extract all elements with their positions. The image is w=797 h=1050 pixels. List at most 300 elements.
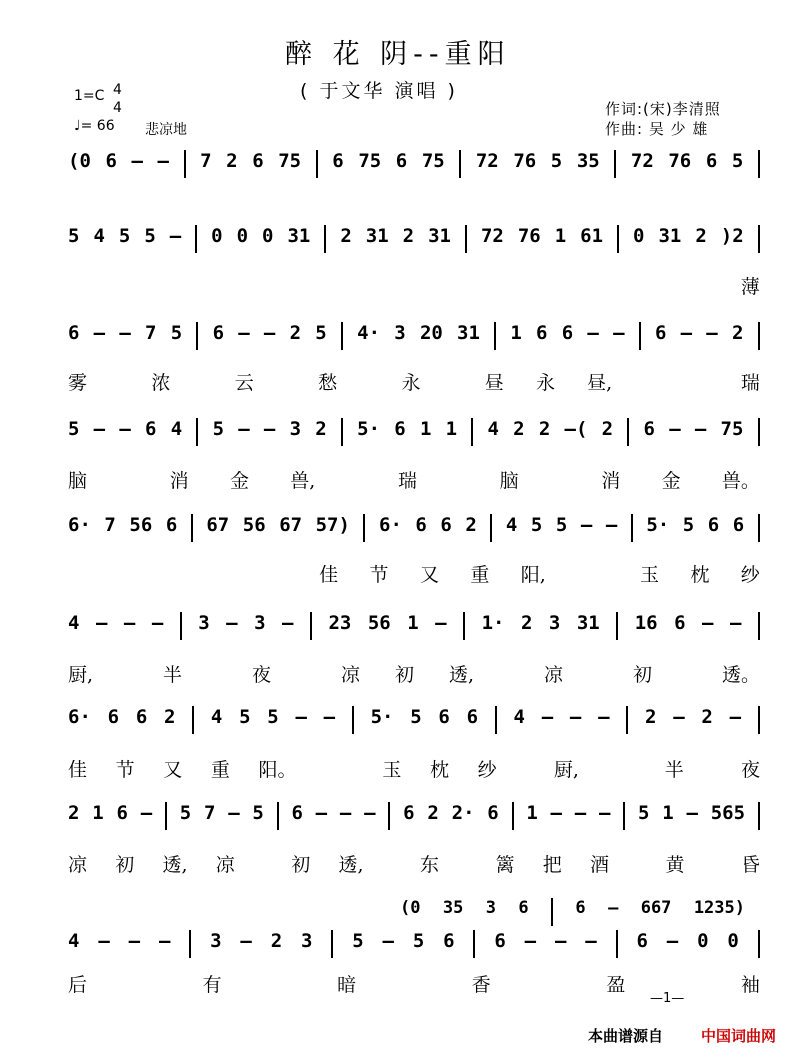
lyric-syllable: 瑞 (397, 470, 417, 492)
lyric-syllable: 凉 (215, 854, 235, 876)
note: – (238, 322, 250, 344)
notation-line-8 (68, 802, 760, 830)
note: – (93, 418, 106, 440)
note: 2 (164, 706, 176, 728)
note: 4 (93, 225, 105, 247)
lyric-syllable: 纱 (477, 759, 497, 781)
barline (639, 322, 641, 350)
lyric-syllable: 消 (601, 470, 621, 492)
barline (626, 706, 628, 734)
barline (758, 150, 760, 178)
note: 1 (662, 802, 674, 824)
lyric-syllable: 节 (115, 759, 135, 781)
note: 2 (402, 225, 415, 247)
barline (758, 322, 760, 350)
note: 5 (412, 930, 425, 952)
lyrics-line-5 (68, 560, 760, 587)
note: )2 (720, 225, 744, 247)
note: 20 (419, 322, 443, 344)
note: 6 (443, 930, 455, 952)
site-name: 中国词曲网 (701, 1027, 777, 1045)
notation-line-1 (68, 150, 760, 178)
lyric-syllable: 初 (394, 664, 414, 686)
note: 2 (68, 802, 80, 824)
note: 1· (481, 612, 505, 634)
note: 67 (206, 514, 230, 536)
note: 5 (118, 225, 131, 247)
note: – (574, 802, 587, 824)
note: 72 (480, 225, 504, 247)
note: 75 (278, 150, 302, 172)
barline (459, 150, 461, 178)
note: 2 (315, 418, 327, 440)
note: 5 (410, 706, 422, 728)
lyric-syllable: 盈 (606, 974, 626, 996)
note: – (95, 612, 108, 634)
mood-marking: 悲凉地 (145, 122, 187, 138)
note: 4 (487, 418, 499, 440)
lyric-syllable: 兽, (290, 470, 316, 492)
lyric-syllable: 厨, (68, 664, 94, 686)
lyric-syllable: 瑞 (740, 372, 760, 394)
note: 2 (340, 225, 352, 247)
note: 1 (419, 418, 432, 440)
lyric-syllable: 把 (542, 854, 562, 876)
note: 7 (200, 150, 212, 172)
note: – (339, 802, 352, 824)
note: 4 (513, 706, 525, 728)
composer-credit: 作曲: 吴 少 雄 (605, 120, 709, 138)
note: – (119, 418, 131, 440)
note: 7 (104, 514, 116, 536)
lyric-syllable: 佳 (68, 759, 88, 781)
lyrics-line-3 (68, 368, 760, 395)
note: – (240, 930, 252, 952)
note: 5 (550, 150, 563, 172)
note: – (680, 322, 693, 344)
note: – (694, 418, 707, 440)
note: 56 (367, 612, 391, 634)
tempo-marking: ♩= 66 (74, 118, 115, 134)
barline (494, 322, 496, 350)
note: 16 (634, 612, 658, 634)
note: 2 (538, 418, 551, 440)
lyric-syllable: 浓 (151, 372, 171, 394)
notation-line-7 (68, 706, 760, 734)
lyric-syllable: 金 (661, 470, 681, 492)
barline (324, 225, 326, 253)
lyrics-line-6 (68, 660, 760, 687)
note: 1 (92, 802, 104, 824)
note: 4 (170, 418, 183, 440)
note: 5· (646, 514, 670, 536)
note: 6 (440, 514, 452, 536)
lyric-syllable: 厨, (553, 759, 579, 781)
barline (465, 225, 467, 253)
note: 5 (555, 514, 568, 536)
note: 31 (457, 322, 480, 344)
lyric-syllable: 凉 (340, 664, 360, 686)
note: 3 (254, 612, 266, 634)
barline (614, 150, 616, 178)
note: 6 (643, 418, 655, 440)
note: – (580, 514, 593, 536)
note: 1 (526, 802, 538, 824)
note: – (729, 612, 742, 634)
notation-line-5 (68, 514, 760, 542)
barline (331, 930, 333, 958)
note: – (569, 706, 582, 728)
note: 5 (252, 802, 264, 824)
note: 56 (242, 514, 266, 536)
note: 5 (239, 706, 251, 728)
lyric-syllable: 初 (632, 664, 652, 686)
note: 72 (630, 150, 654, 172)
note: 4 (68, 930, 80, 952)
lyric-syllable: 重 (210, 759, 230, 781)
barline (352, 706, 354, 734)
lyric-syllable: 枕 (690, 564, 710, 586)
note: – (169, 225, 182, 247)
note: 4 (505, 514, 518, 536)
barline (316, 150, 318, 178)
note: 6 (291, 802, 303, 824)
lyric-syllable: 薄 (740, 276, 760, 298)
barline (631, 514, 633, 542)
note: 3 (301, 930, 313, 952)
note: 6 (518, 898, 529, 918)
note: 6 (466, 706, 479, 728)
barline (463, 612, 465, 640)
lyric-syllable: 透, (448, 664, 475, 686)
barline (184, 150, 186, 178)
note: 1 (407, 612, 419, 634)
note: – (605, 514, 618, 536)
note: 2 (270, 930, 283, 952)
note: 75 (720, 418, 744, 440)
barline (616, 612, 618, 640)
notation-line-4 (68, 418, 760, 446)
lyric-syllable: 愁 (318, 372, 338, 394)
note: 6 (438, 706, 450, 728)
note: 2 (601, 418, 614, 440)
note: – (315, 802, 328, 824)
note: – (541, 706, 554, 728)
note: 1 (554, 225, 567, 247)
lyric-syllable: 永 (535, 372, 555, 394)
note: 7 (145, 322, 157, 344)
lyric-syllable: 枕 (429, 759, 449, 781)
note: 6 (395, 150, 408, 172)
lyric-syllable: 玉 (382, 759, 402, 781)
lyric-syllable: 初 (115, 854, 135, 876)
note: 5· (370, 706, 394, 728)
note: 5 (179, 802, 192, 824)
note: 3 (210, 930, 222, 952)
note: – (158, 930, 171, 952)
note: 0 (262, 225, 274, 247)
note: – (706, 322, 718, 344)
barline (473, 930, 475, 958)
lyric-syllable: 阳。 (258, 759, 297, 781)
note: 5 (530, 514, 543, 536)
barline (495, 706, 497, 734)
lyric-syllable: 纱 (740, 564, 760, 586)
note: – (226, 612, 238, 634)
note: – (608, 898, 619, 918)
note: 76 (668, 150, 692, 172)
note: 3 (289, 418, 302, 440)
barline (191, 514, 193, 542)
note: 6 (165, 514, 178, 536)
note: – (323, 706, 336, 728)
note: 31 (658, 225, 682, 247)
note: – (550, 802, 562, 824)
note: 6 (415, 514, 427, 536)
note: (0 (68, 150, 91, 172)
barline (196, 322, 198, 350)
barline (471, 418, 473, 446)
note: – (295, 706, 307, 728)
lyric-syllable: 篱 (495, 854, 515, 876)
note: 6 (707, 514, 720, 536)
notation-line-10 (400, 898, 745, 926)
note: 6 (575, 898, 586, 918)
barline (388, 802, 390, 830)
note: 6 (403, 802, 415, 824)
barline (758, 802, 760, 830)
note: 2 (226, 150, 238, 172)
lyric-syllable: 凉 (544, 664, 564, 686)
note: 35 (442, 898, 464, 918)
note: (0 (400, 898, 421, 918)
notation-line-6 (68, 612, 760, 640)
note: 565 (710, 802, 746, 824)
note: 23 (328, 612, 352, 634)
lyric-syllable: 有 (202, 974, 222, 996)
lyric-syllable: 脑 (499, 470, 519, 492)
note: 76 (513, 150, 537, 172)
barline (617, 225, 619, 253)
lyric-syllable: 后 (68, 974, 88, 996)
note: 1 (510, 322, 522, 344)
lyric-syllable: 节 (369, 564, 389, 586)
lyric-syllable: 东 (420, 854, 440, 876)
barline (180, 612, 182, 640)
note: 6 (732, 514, 745, 536)
note: 6 (561, 322, 574, 344)
note: 6 (705, 150, 718, 172)
note: – (282, 612, 294, 634)
note: 0 (727, 930, 739, 952)
note: – (140, 802, 153, 824)
lyric-syllable: 佳 (319, 564, 339, 586)
source-label: 本曲谱源自 (588, 1027, 664, 1045)
note: – (131, 150, 143, 172)
lyric-syllable: 半 (163, 664, 183, 686)
lyricist-credit: 作词:(宋)李清照 (605, 100, 721, 118)
barline (758, 418, 760, 446)
lyric-syllable: 金 (229, 470, 249, 492)
note: – (435, 612, 447, 634)
note: 6 (116, 802, 128, 824)
note: – (119, 322, 131, 344)
lyric-syllable: 半 (664, 759, 684, 781)
note: 61 (580, 225, 604, 247)
note: 75 (358, 150, 382, 172)
note: – (151, 612, 164, 634)
barline (512, 802, 514, 830)
lyric-syllable: 消 (169, 470, 189, 492)
page-number: —1— (650, 991, 685, 1006)
note: 5· (357, 418, 381, 440)
note: 6· (379, 514, 402, 536)
lyric-syllable: 昏 (740, 854, 760, 876)
lyric-syllable: 又 (419, 564, 439, 586)
note: 6· (68, 706, 91, 728)
note: – (123, 612, 136, 634)
lyric-syllable: 云 (234, 372, 254, 394)
lyric-syllable: 透, (338, 854, 364, 876)
note: 31 (428, 225, 451, 247)
note: 5 (315, 322, 327, 344)
note: 57) (315, 514, 350, 536)
note: 7 (203, 802, 216, 824)
note: 5 (212, 418, 225, 440)
note: – (364, 802, 376, 824)
lyric-syllable: 玉 (639, 564, 659, 586)
note: 72 (475, 150, 499, 172)
note: – (128, 930, 141, 952)
note: – (729, 706, 742, 728)
note: 5 (352, 930, 364, 952)
lyric-syllable: 黄 (665, 854, 685, 876)
barline (310, 612, 312, 640)
barline (277, 802, 279, 830)
note: 6 (212, 322, 225, 344)
note: 3 (394, 322, 406, 344)
barline (616, 930, 618, 958)
note: 5 (267, 706, 279, 728)
note: – (382, 930, 394, 952)
note: 6· (68, 514, 91, 536)
note: 31 (365, 225, 389, 247)
barline (758, 612, 760, 640)
note: – (554, 930, 567, 952)
lyric-syllable: 夜 (740, 759, 760, 781)
barline (195, 225, 197, 253)
note: – (613, 322, 625, 344)
note: 6 (145, 418, 157, 440)
note: 5 (144, 225, 156, 247)
note: 0 (697, 930, 709, 952)
barline (551, 898, 553, 926)
note: – (524, 930, 537, 952)
note: – (157, 150, 169, 172)
note: 31 (287, 225, 311, 247)
note: 75 (421, 150, 445, 172)
note: 4 (210, 706, 223, 728)
barline (165, 802, 167, 830)
note: – (585, 930, 597, 952)
lyric-syllable: 袖 (740, 974, 760, 996)
lyric-syllable: 昼 (484, 372, 504, 394)
lyric-syllable: 雾 (68, 372, 88, 394)
note: 6 (636, 930, 648, 952)
note: 2 (695, 225, 707, 247)
note: 5 (68, 225, 80, 247)
note: 2 (520, 612, 533, 634)
note: –( (564, 418, 588, 440)
note: 76 (517, 225, 541, 247)
barline (192, 706, 194, 734)
note: 2 (465, 514, 477, 536)
barline (758, 706, 760, 734)
lyric-syllable: 透。 (721, 664, 760, 686)
note: 2 (427, 802, 439, 824)
barline (758, 930, 760, 958)
note: 4 (68, 612, 80, 634)
lyric-syllable: 昼, (587, 372, 613, 394)
note: – (702, 612, 714, 634)
note: 6 (487, 802, 499, 824)
note: – (587, 322, 599, 344)
note: – (686, 802, 698, 824)
note: 6 (674, 612, 686, 634)
note: 6 (654, 322, 667, 344)
lyric-syllable: 初 (291, 854, 311, 876)
note: 0 (633, 225, 645, 247)
note: 5 (68, 418, 80, 440)
note: – (238, 418, 250, 440)
note: – (669, 418, 681, 440)
lyrics-line-8 (68, 850, 760, 877)
lyric-syllable: 酒 (590, 854, 610, 876)
note: 67 (279, 514, 303, 536)
note: 6 (68, 322, 80, 344)
note: 2· (451, 802, 475, 824)
note: 667 (640, 898, 672, 918)
barline (341, 322, 343, 350)
barline (363, 514, 365, 542)
song-title: 醉 花 阴--重阳 (285, 39, 511, 70)
barline (623, 802, 625, 830)
note: 31 (576, 612, 600, 634)
note: – (93, 322, 106, 344)
note: 5 (638, 802, 650, 824)
notation-line-2 (68, 225, 760, 253)
barline (758, 225, 760, 253)
notation-line-9 (68, 930, 760, 958)
note: 2 (645, 706, 657, 728)
note: 35 (576, 150, 600, 172)
note: – (228, 802, 240, 824)
lyric-syllable: 永 (401, 372, 421, 394)
lyric-syllable: 重 (470, 564, 490, 586)
lyric-syllable: 透, (162, 854, 188, 876)
note: 5 (731, 150, 744, 172)
note: 0 (211, 225, 223, 247)
time-signature-bottom: 4 (113, 100, 122, 116)
note: 0 (236, 225, 249, 247)
lyric-syllable: 阳, (520, 564, 546, 586)
note: 6 (252, 150, 264, 172)
lyrics-line-7 (68, 755, 760, 782)
note: 5 (682, 514, 695, 536)
note: 2 (513, 418, 525, 440)
barline (196, 418, 198, 446)
note: 1 (445, 418, 458, 440)
